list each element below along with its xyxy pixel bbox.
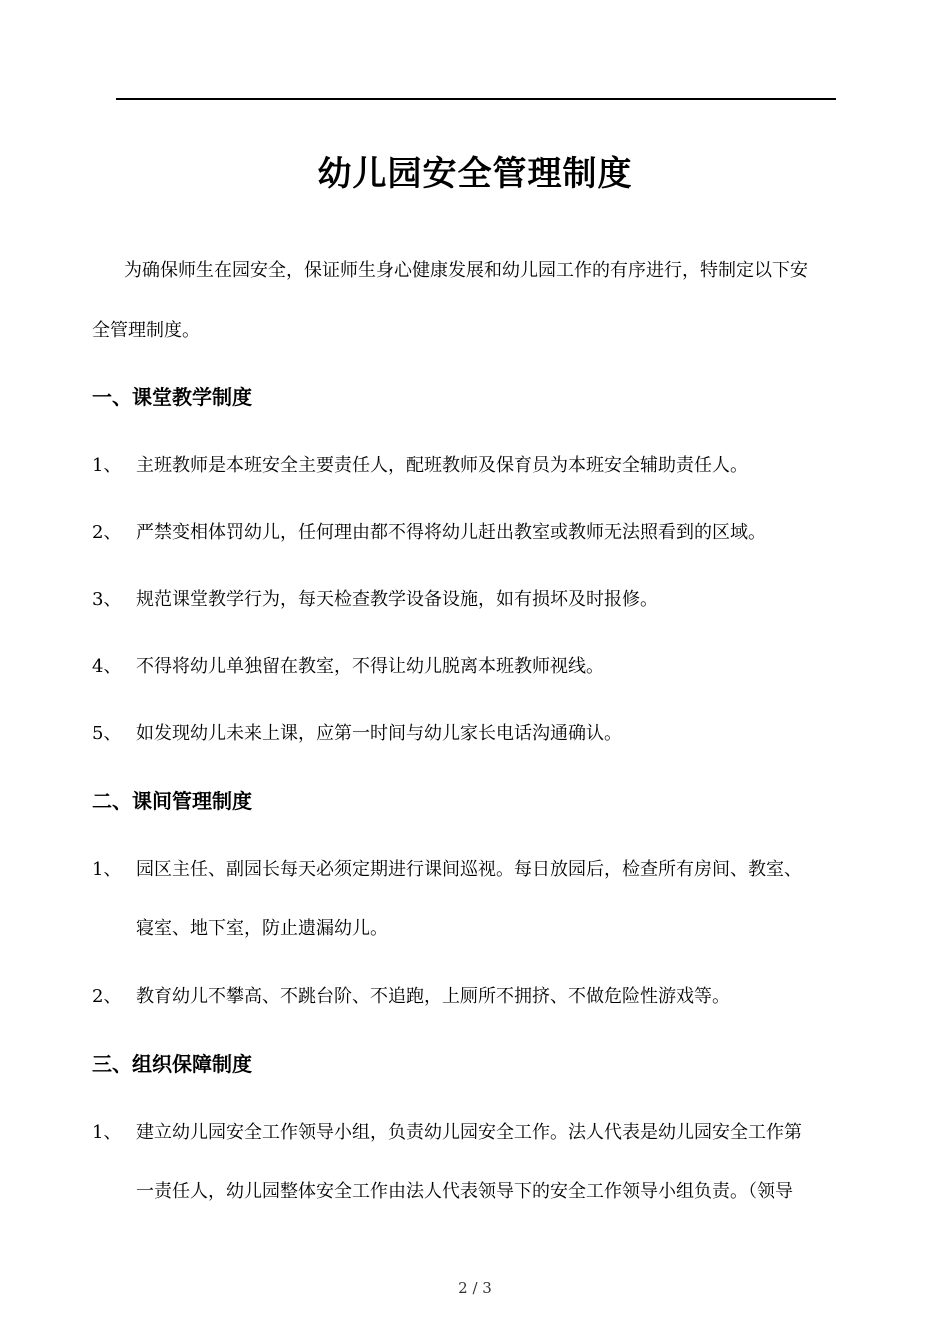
list-item-text-continued: 寝室、地下室，防止遗漏幼儿。 — [136, 918, 388, 939]
header-rule — [116, 98, 836, 100]
section-heading: 二、课间管理制度 — [92, 789, 252, 813]
list-item-number: 2、 — [92, 522, 122, 543]
page-number: 2 / 3 — [458, 1279, 492, 1297]
list-item-number: 3、 — [92, 589, 122, 610]
intro-line-2: 全管理制度。 — [92, 320, 200, 341]
list-item-number: 1、 — [92, 1122, 122, 1143]
list-item-text: 教育幼儿不攀高、不跳台阶、不追跑，上厕所不拥挤、不做危险性游戏等。 — [136, 986, 730, 1007]
list-item-text: 主班教师是本班安全主要责任人，配班教师及保育员为本班安全辅助责任人。 — [136, 455, 748, 476]
list-item-number: 4、 — [92, 656, 122, 677]
list-item-text-continued: 一责任人，幼儿园整体安全工作由法人代表领导下的安全工作领导小组负责。（领导 — [136, 1181, 793, 1202]
list-item-number: 1、 — [92, 859, 122, 880]
section-heading: 三、组织保障制度 — [92, 1052, 252, 1076]
list-item-text: 不得将幼儿单独留在教室，不得让幼儿脱离本班教师视线。 — [136, 656, 604, 677]
list-item-text: 建立幼儿园安全工作领导小组，负责幼儿园安全工作。法人代表是幼儿园安全工作第 — [136, 1122, 802, 1143]
list-item-number: 1、 — [92, 455, 122, 476]
list-item-text: 园区主任、副园长每天必须定期进行课间巡视。每日放园后，检查所有房间、教室、 — [136, 859, 802, 880]
list-item-number: 5、 — [92, 723, 122, 744]
list-item-text: 如发现幼儿未来上课，应第一时间与幼儿家长电话沟通确认。 — [136, 723, 622, 744]
list-item-number: 2、 — [92, 986, 122, 1007]
list-item-text: 规范课堂教学行为，每天检查教学设备设施，如有损坏及时报修。 — [136, 589, 658, 610]
document-title: 幼儿园安全管理制度 — [317, 154, 633, 194]
intro-line-1: 为确保师生在园安全，保证师生身心健康发展和幼儿园工作的有序进行，特制定以下安 — [124, 260, 808, 281]
section-heading: 一、课堂教学制度 — [92, 385, 252, 409]
list-item-text: 严禁变相体罚幼儿，任何理由都不得将幼儿赶出教室或教师无法照看到的区域。 — [136, 522, 766, 543]
